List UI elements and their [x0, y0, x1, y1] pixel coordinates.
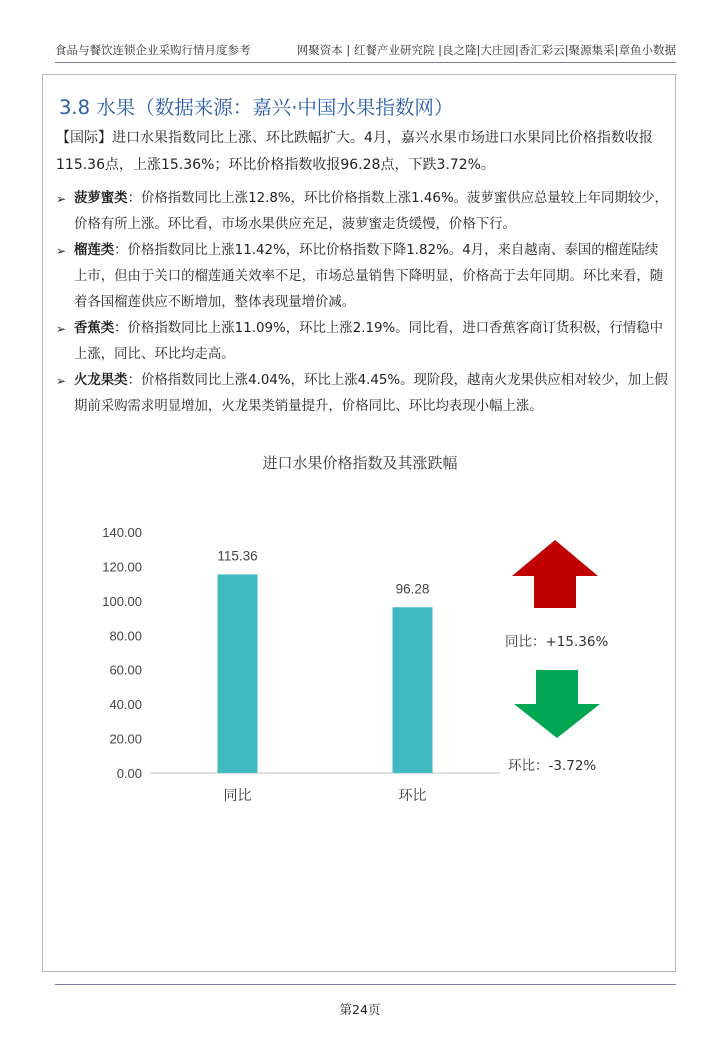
- bullet-term: 榴莲类: [74, 243, 115, 258]
- bar-value-label: 96.28: [395, 581, 430, 597]
- bullet-arrow-icon: ➢: [56, 374, 67, 388]
- yoy-change-label: 同比：+15.36%: [505, 634, 609, 650]
- footer-divider: [55, 984, 676, 985]
- bullet-item: [56, 238, 668, 316]
- section-title: 3.8 水果（数据来源：嘉兴·中国水果指数网）: [59, 96, 454, 119]
- y-tick-label: 60.00: [109, 662, 142, 678]
- x-category-label: 同比: [223, 788, 252, 804]
- y-tick-label: 40.00: [109, 697, 142, 713]
- x-category-label: 环比: [398, 788, 427, 804]
- y-tick-label: 120.00: [102, 559, 142, 575]
- intro-paragraph: [56, 125, 668, 179]
- bullet-term: 火龙果类: [74, 373, 128, 388]
- header-left: 食品与餐饮连锁企业采购行情月度参考: [55, 43, 251, 57]
- down-arrow-icon: [514, 670, 600, 738]
- bullet-text: ：价格指数同比上涨11.42%，环比价格指数下降1.82%。4月，来自越南、泰国的榴莲陆续上市，但由于关口的榴莲通关效率不足，市场总量销售下降明显，价格高于去年同期。环比来看，随着各国榴莲供应不断增加，整体表现量增价减。: [74, 243, 664, 310]
- up-arrow-icon: [512, 540, 598, 608]
- y-tick-label: 100.00: [102, 593, 142, 609]
- bar-mom: [393, 607, 433, 773]
- bullet-arrow-icon: ➢: [56, 322, 67, 336]
- bullet-text: ：价格指数同比上涨11.09%，环比上涨2.19%。同比看，进口香蕉客商订货积极，行情稳中上涨，同比、环比均走高。: [74, 321, 664, 362]
- bar-yoy: [218, 574, 258, 773]
- bullet-term: 香蕉类: [74, 321, 115, 336]
- bullet-list: [56, 186, 668, 420]
- bullet-term: 菠萝蜜类: [74, 191, 128, 206]
- y-tick-label: 20.00: [109, 731, 142, 747]
- bullet-item: [56, 186, 668, 238]
- mom-change-label: 环比：-3.72%: [508, 758, 597, 774]
- bullet-text: ：价格指数同比上涨12.8%，环比价格指数上涨1.46%。菠萝蜜供应总量较上年同期较少，价格有所上涨。环比看，市场水果供应充足，菠萝蜜走货缓慢，价格下行。: [74, 191, 668, 232]
- intro-tag: 【国际】: [56, 130, 112, 146]
- bar-chart: [80, 510, 510, 820]
- header-right: 网聚资本 | 红餐产业研究院 |良之隆|大庄园|香汇彩云|聚源集采|章鱼小数据: [296, 43, 676, 57]
- bar-value-label: 115.36: [217, 548, 258, 564]
- chart-title: 进口水果价格指数及其涨跌幅: [262, 454, 458, 472]
- y-tick-label: 0.00: [116, 766, 142, 781]
- bullet-arrow-icon: ➢: [56, 244, 67, 258]
- intro-text: 进口水果指数同比上涨、环比跌幅扩大。4月，嘉兴水果市场进口水果同比价格指数收报115.36点，上涨15.36%；环比价格指数收报96.28点，下跌3.72%。: [56, 130, 653, 173]
- y-tick-label: 80.00: [109, 628, 142, 644]
- page-number: 第24页: [339, 1002, 381, 1017]
- bullet-text: ：价格指数同比上涨4.04%，环比上涨4.45%。现阶段，越南火龙果供应相对较少，加上假期前采购需求明显增加，火龙果类销量提升，价格同比、环比均表现小幅上涨。: [74, 373, 668, 414]
- bullet-arrow-icon: ➢: [56, 192, 67, 206]
- header-divider: [55, 62, 676, 63]
- bullet-item: [56, 316, 668, 368]
- bullet-item: [56, 368, 668, 420]
- y-tick-label: 140.00: [102, 525, 142, 540]
